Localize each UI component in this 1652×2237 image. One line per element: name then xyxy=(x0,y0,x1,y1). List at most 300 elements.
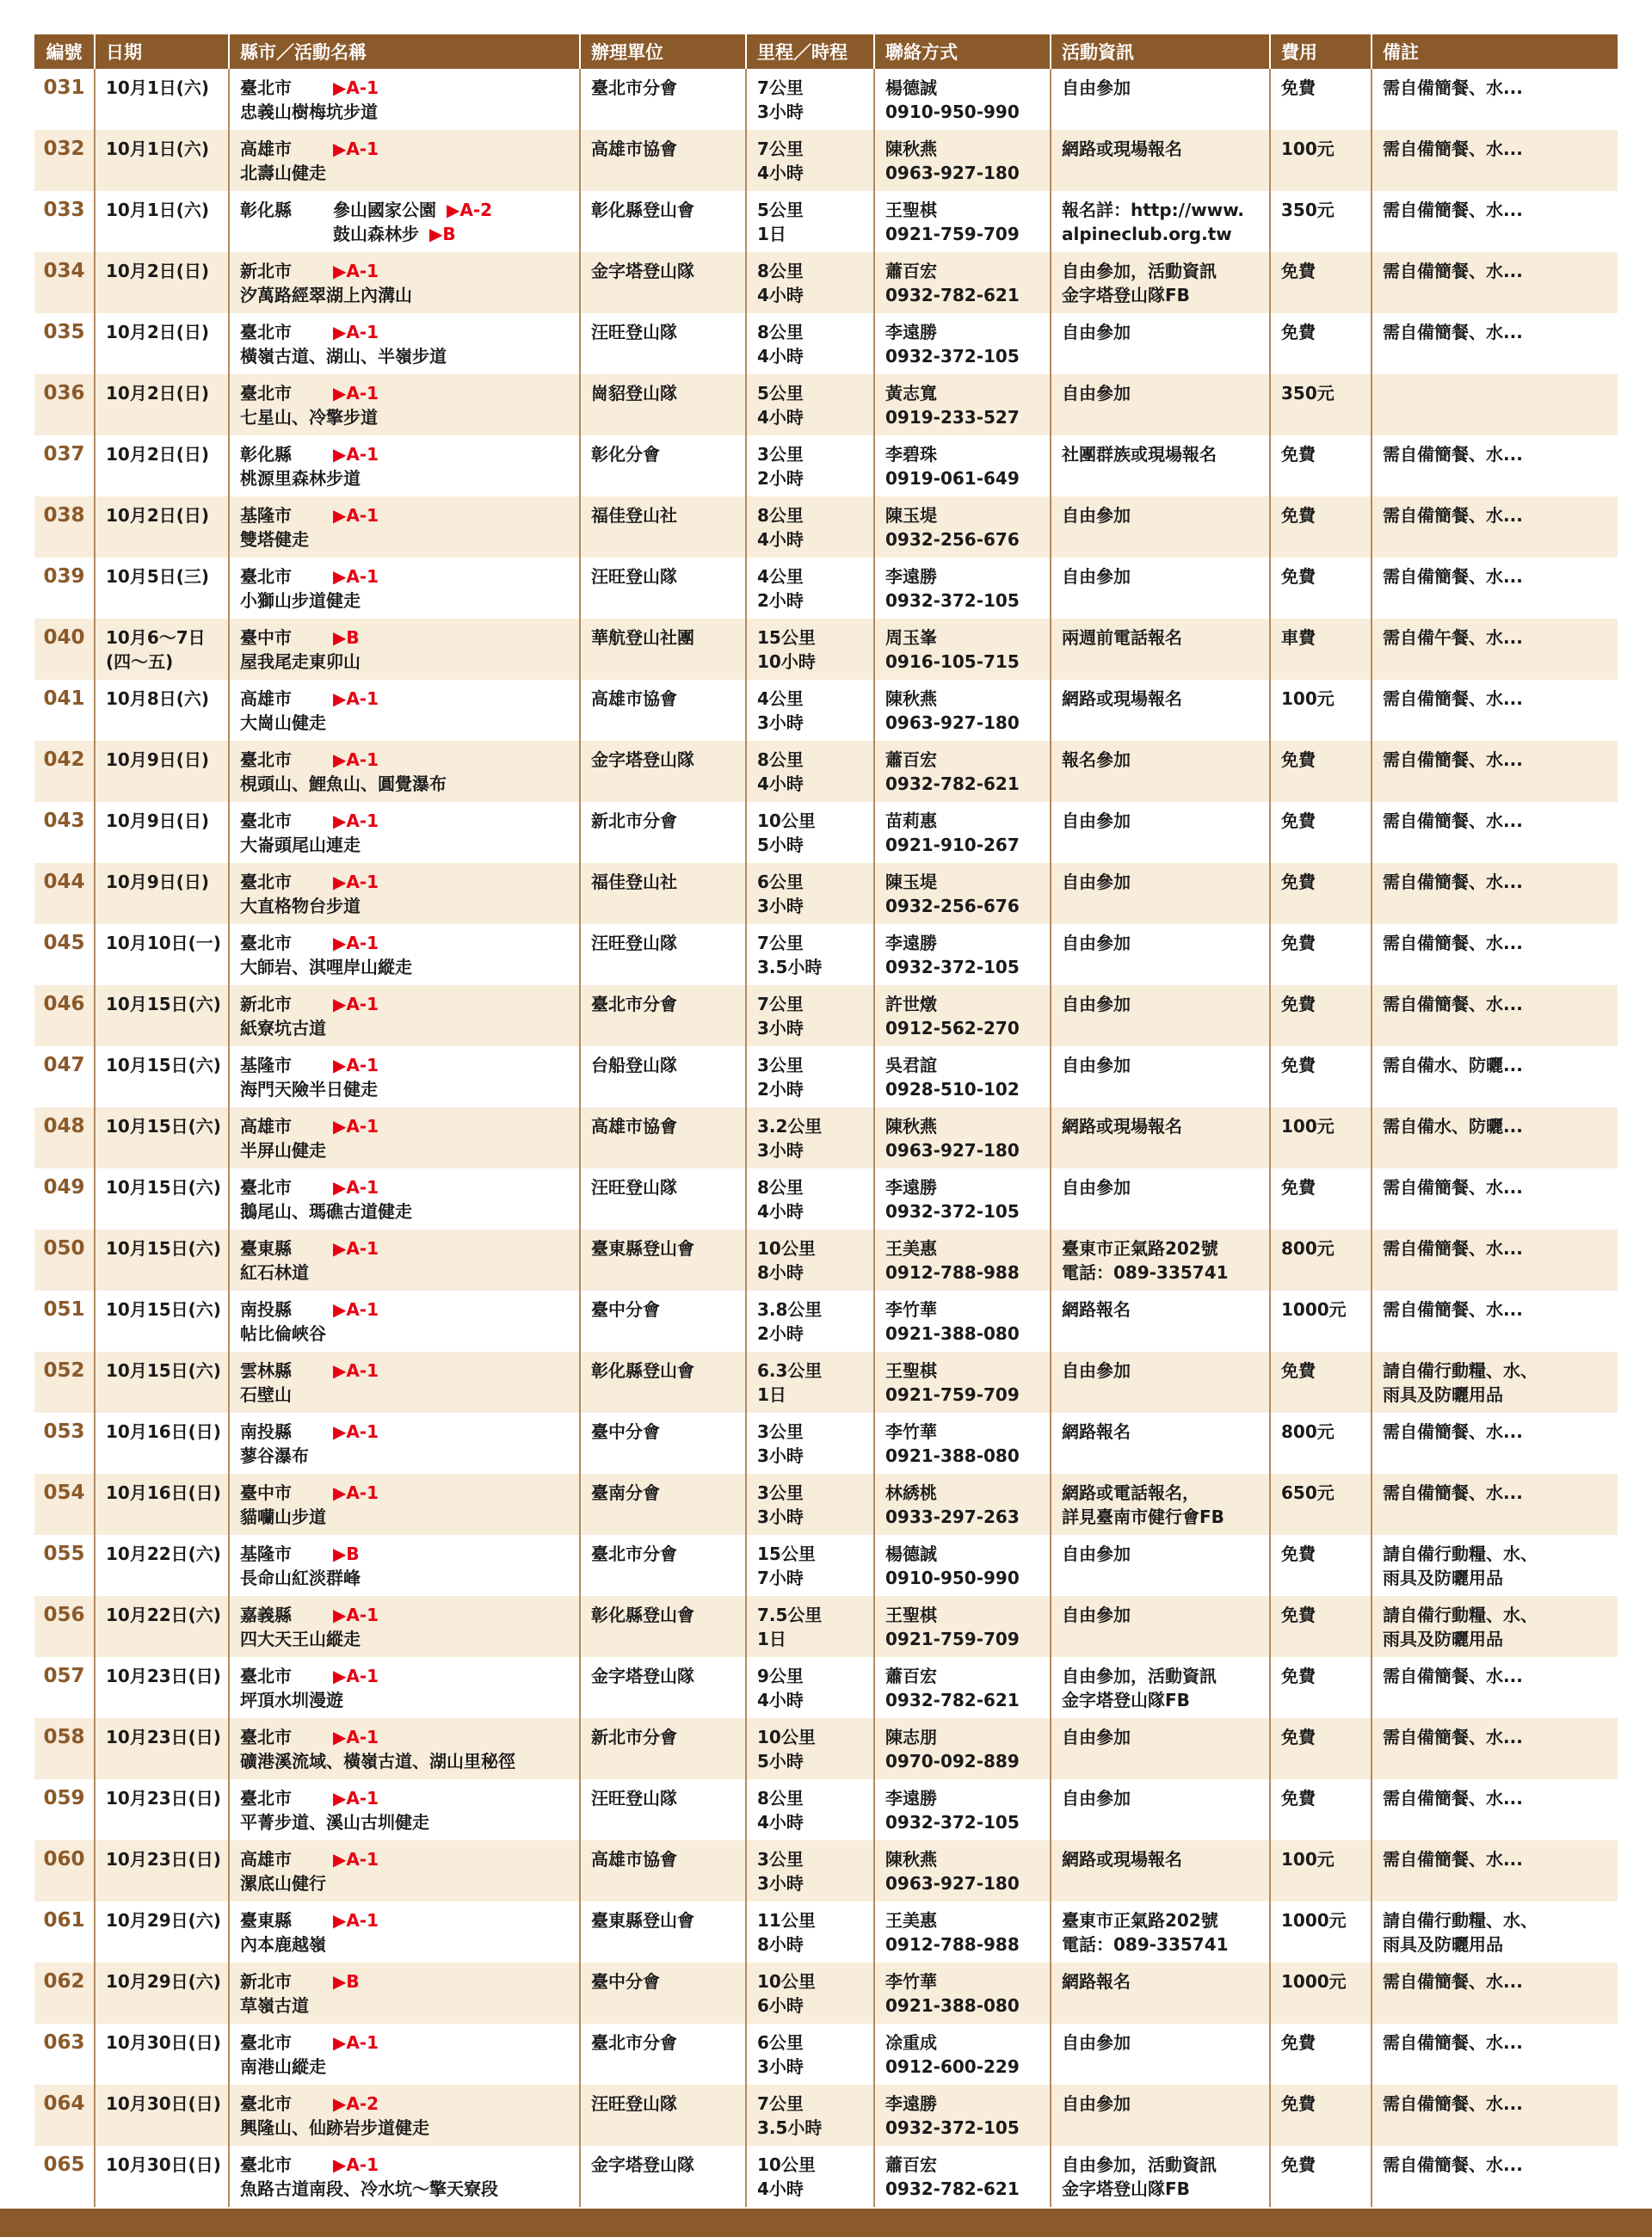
activity-info xyxy=(1051,741,1270,802)
contact xyxy=(874,863,1051,924)
city: 臺北市 xyxy=(240,383,292,404)
info-line: 自由參加，活動資訊 xyxy=(1062,2154,1217,2175)
remarks xyxy=(1372,2024,1618,2085)
table-row xyxy=(34,1779,1618,1840)
distance-duration xyxy=(746,924,874,985)
grade-marker: ▶A-1 xyxy=(333,261,379,281)
info-line: 電話：089-335741 xyxy=(1062,1934,1229,1955)
contact xyxy=(874,985,1051,1046)
distance-line: 10公里 xyxy=(757,1727,816,1747)
contact xyxy=(874,1168,1051,1229)
activity-info xyxy=(1051,1107,1270,1168)
activity-name: 七星山、冷擎步道 xyxy=(240,407,378,428)
table-row xyxy=(34,1963,1618,2024)
event-id: 032 xyxy=(34,130,95,191)
activity-info xyxy=(1051,680,1270,741)
distance-line: 8公里 xyxy=(757,1788,804,1809)
event-date xyxy=(95,1596,229,1657)
distance-duration xyxy=(746,1718,874,1779)
grade-marker: ▶A-1 xyxy=(333,1177,379,1198)
distance-line: 7小時 xyxy=(757,1568,804,1588)
location-line xyxy=(240,259,579,283)
fee: 免費 xyxy=(1270,863,1372,924)
activity-name: 橫嶺古道、湖山、半嶺步道 xyxy=(240,346,447,367)
event-id: 036 xyxy=(34,374,95,435)
city: 新北市 xyxy=(240,261,292,281)
contact xyxy=(874,1107,1051,1168)
location-line xyxy=(240,1725,579,1749)
fee: 免費 xyxy=(1270,2024,1372,2085)
fee: 免費 xyxy=(1270,69,1372,130)
event-date xyxy=(95,863,229,924)
location-line xyxy=(240,1297,579,1322)
remark-line: 需自備簡餐、水... xyxy=(1383,322,1523,342)
event-location-name xyxy=(229,1046,580,1107)
remark-line: 請自備行動糧、水、 xyxy=(1383,1605,1538,1625)
city: 高雄市 xyxy=(240,1849,292,1870)
organizer: 汪旺登山隊 xyxy=(580,1168,746,1229)
activity-name: 草嶺古道 xyxy=(240,1995,309,2016)
remarks xyxy=(1372,680,1618,741)
contact-name: 許世燉 xyxy=(885,994,937,1014)
activity-info xyxy=(1051,1535,1270,1596)
city: 彰化縣 xyxy=(240,200,292,220)
table-row xyxy=(34,741,1618,802)
event-date xyxy=(95,496,229,558)
distance-duration xyxy=(746,435,874,496)
organizer: 汪旺登山隊 xyxy=(580,2085,746,2146)
remark-line: 需自備簡餐、水... xyxy=(1383,444,1523,465)
activity-name: 海門天險半日健走 xyxy=(240,1079,378,1100)
contact-phone: 0910-950-990 xyxy=(885,102,1020,122)
distance-line: 7公里 xyxy=(757,933,804,953)
grade-marker: ▶A-2 xyxy=(333,2093,379,2114)
contact-name: 李竹華 xyxy=(885,1971,937,1992)
event-date xyxy=(95,1413,229,1474)
activity-name: 大崗山健走 xyxy=(240,712,326,733)
table-row xyxy=(34,1168,1618,1229)
contact xyxy=(874,1291,1051,1352)
event-id: 040 xyxy=(34,619,95,680)
city: 基隆市 xyxy=(240,1544,292,1564)
remarks xyxy=(1372,1107,1618,1168)
info-line: 自由參加 xyxy=(1062,1544,1131,1564)
city: 基隆市 xyxy=(240,505,292,526)
fee: 1000元 xyxy=(1270,1291,1372,1352)
info-line: 自由參加，活動資訊 xyxy=(1062,1666,1217,1686)
contact xyxy=(874,924,1051,985)
distance-line: 8公里 xyxy=(757,1177,804,1198)
distance-line: 5公里 xyxy=(757,200,804,220)
date-line: 10月6～7日 xyxy=(106,627,206,648)
contact-name: 李碧珠 xyxy=(885,444,937,465)
activity-info xyxy=(1051,1963,1270,2024)
distance-line: 3公里 xyxy=(757,1421,804,1442)
city: 臺北市 xyxy=(240,1788,292,1809)
distance-line: 3公里 xyxy=(757,1055,804,1075)
location-line xyxy=(240,1481,579,1505)
event-location-name xyxy=(229,374,580,435)
fee: 免費 xyxy=(1270,1657,1372,1718)
contact xyxy=(874,1596,1051,1657)
activity-name: 帖比倫峽谷 xyxy=(240,1323,326,1344)
event-date xyxy=(95,191,229,252)
event-id: 058 xyxy=(34,1718,95,1779)
remark-line: 需自備簡餐、水... xyxy=(1383,1666,1523,1686)
location-line xyxy=(240,1175,579,1199)
grade-marker: ▶A-1 xyxy=(333,1727,379,1747)
distance-line: 4小時 xyxy=(757,407,804,428)
date-line: 10月8日(六) xyxy=(106,688,210,709)
table-row xyxy=(34,924,1618,985)
contact xyxy=(874,1657,1051,1718)
contact-name: 陳秋燕 xyxy=(885,688,937,709)
contact xyxy=(874,1840,1051,1901)
distance-duration xyxy=(746,1168,874,1229)
activity-info xyxy=(1051,1779,1270,1840)
table-row xyxy=(34,1352,1618,1413)
info-line: 自由參加，活動資訊 xyxy=(1062,261,1217,281)
contact xyxy=(874,1901,1051,1963)
city: 臺北市 xyxy=(240,77,292,98)
organizer: 華航登山社團 xyxy=(580,619,746,680)
activity-name: 石壁山 xyxy=(240,1384,292,1405)
date-line: 10月15日(六) xyxy=(106,1055,221,1075)
city: 臺北市 xyxy=(240,1727,292,1747)
contact-phone: 0910-950-990 xyxy=(885,1568,1020,1588)
distance-duration xyxy=(746,496,874,558)
activity-name: 紙寮坑古道 xyxy=(240,1018,326,1038)
contact xyxy=(874,69,1051,130)
date-line: 10月15日(六) xyxy=(106,1299,221,1320)
event-location-name xyxy=(229,1474,580,1535)
grade-marker: ▶A-1 xyxy=(333,77,379,98)
activity-info xyxy=(1051,1901,1270,1963)
contact-name: 蕭百宏 xyxy=(885,261,937,281)
activity-name: 半屏山健走 xyxy=(240,1140,326,1161)
events-table xyxy=(34,34,1618,2207)
contact-name: 凃重成 xyxy=(885,2032,937,2053)
organizer: 高雄市協會 xyxy=(580,1107,746,1168)
grade-marker: ▶A-1 xyxy=(333,1055,379,1075)
event-date xyxy=(95,1474,229,1535)
distance-line: 8公里 xyxy=(757,505,804,526)
city: 臺北市 xyxy=(240,2154,292,2175)
fee: 免費 xyxy=(1270,252,1372,313)
location-line xyxy=(240,381,579,405)
info-line: 網路報名 xyxy=(1062,1299,1131,1320)
activity-name: 貓囒山步道 xyxy=(240,1507,326,1527)
fee: 免費 xyxy=(1270,1046,1372,1107)
fee: 免費 xyxy=(1270,2146,1372,2207)
contact-name: 李遠勝 xyxy=(885,322,937,342)
remark-line: 雨具及防曬用品 xyxy=(1383,1568,1503,1588)
event-date xyxy=(95,2146,229,2207)
contact-phone: 0921-910-267 xyxy=(885,835,1020,855)
distance-duration xyxy=(746,2024,874,2085)
table-row xyxy=(34,802,1618,863)
table-row xyxy=(34,2146,1618,2207)
distance-line: 6小時 xyxy=(757,1995,804,2016)
remarks xyxy=(1372,1413,1618,1474)
distance-line: 3小時 xyxy=(757,1445,804,1466)
contact xyxy=(874,1535,1051,1596)
remark-line: 需自備午餐、水... xyxy=(1383,627,1523,648)
remark-line: 需自備簡餐、水... xyxy=(1383,994,1523,1014)
distance-line: 1日 xyxy=(757,1629,786,1649)
remarks xyxy=(1372,435,1618,496)
contact-phone: 0912-788-988 xyxy=(885,1262,1020,1283)
table-row xyxy=(34,2085,1618,2146)
contact-phone: 0912-600-229 xyxy=(885,2056,1020,2077)
distance-line: 3.5小時 xyxy=(757,957,823,977)
distance-duration xyxy=(746,69,874,130)
grade-marker: ▶A-1 xyxy=(333,1482,379,1503)
contact xyxy=(874,374,1051,435)
contact-name: 王聖棋 xyxy=(885,1605,937,1625)
table-row xyxy=(34,1291,1618,1352)
date-line: 10月2日(日) xyxy=(106,383,210,404)
column-header: 費用 xyxy=(1270,34,1372,69)
distance-line: 8公里 xyxy=(757,749,804,770)
remarks xyxy=(1372,619,1618,680)
remarks xyxy=(1372,558,1618,619)
activity-name: 大直格物台步道 xyxy=(240,896,361,916)
event-location-name xyxy=(229,1963,580,2024)
event-id: 048 xyxy=(34,1107,95,1168)
fee: 車費 xyxy=(1270,619,1372,680)
distance-duration xyxy=(746,1046,874,1107)
activity-info xyxy=(1051,1413,1270,1474)
event-id: 053 xyxy=(34,1413,95,1474)
location-line xyxy=(240,1359,579,1383)
distance-line: 4公里 xyxy=(757,688,804,709)
grade-marker: ▶A-1 xyxy=(333,1849,379,1870)
contact-phone: 0921-388-080 xyxy=(885,1995,1020,2016)
location-line xyxy=(240,1603,579,1627)
remark-line: 需自備簡餐、水... xyxy=(1383,688,1523,709)
event-id: 054 xyxy=(34,1474,95,1535)
distance-line: 3小時 xyxy=(757,1873,804,1894)
location-line xyxy=(240,992,579,1016)
activity-info xyxy=(1051,924,1270,985)
contact-name: 楊德誠 xyxy=(885,1544,937,1564)
contact-name: 楊德誠 xyxy=(885,77,937,98)
activity-info xyxy=(1051,2024,1270,2085)
activity-info xyxy=(1051,985,1270,1046)
fee: 100元 xyxy=(1270,1107,1372,1168)
date-line: 10月2日(日) xyxy=(106,505,210,526)
event-date xyxy=(95,1107,229,1168)
table-header xyxy=(34,34,1618,69)
event-date xyxy=(95,313,229,374)
contact-phone: 0932-372-105 xyxy=(885,2117,1020,2138)
activity-info xyxy=(1051,2146,1270,2207)
remarks xyxy=(1372,1901,1618,1963)
contact-name: 陳志朋 xyxy=(885,1727,937,1747)
activity-name: 魚路古道南段、冷水坑～擎天寮段 xyxy=(240,2178,498,2199)
contact xyxy=(874,1718,1051,1779)
distance-line: 9公里 xyxy=(757,1666,804,1686)
distance-line: 3.2公里 xyxy=(757,1116,823,1137)
date-line: 10月15日(六) xyxy=(106,1238,221,1259)
remark-line: 需自備簡餐、水... xyxy=(1383,77,1523,98)
distance-duration xyxy=(746,130,874,191)
table-row xyxy=(34,69,1618,130)
organizer: 汪旺登山隊 xyxy=(580,558,746,619)
organizer: 彰化縣登山會 xyxy=(580,1596,746,1657)
info-line: 網路報名 xyxy=(1062,1971,1131,1992)
city: 臺北市 xyxy=(240,1177,292,1198)
distance-line: 4公里 xyxy=(757,566,804,587)
organizer: 臺東縣登山會 xyxy=(580,1901,746,1963)
fee: 350元 xyxy=(1270,374,1372,435)
grade-marker: ▶A-1 xyxy=(333,505,379,526)
remarks xyxy=(1372,2146,1618,2207)
distance-line: 10公里 xyxy=(757,1971,816,1992)
organizer: 高雄市協會 xyxy=(580,130,746,191)
contact xyxy=(874,680,1051,741)
city: 臺北市 xyxy=(240,1666,292,1686)
city: 臺北市 xyxy=(240,810,292,831)
city: 臺北市 xyxy=(240,2093,292,2114)
contact xyxy=(874,741,1051,802)
activity-info xyxy=(1051,558,1270,619)
remark-line: 需自備水、防曬... xyxy=(1383,1116,1523,1137)
date-line: 10月15日(六) xyxy=(106,994,221,1014)
event-id: 035 xyxy=(34,313,95,374)
date-line: 10月16日(日) xyxy=(106,1421,221,1442)
activity-name: 大師岩、淇哩岸山縱走 xyxy=(240,957,412,977)
remarks xyxy=(1372,802,1618,863)
event-date xyxy=(95,1779,229,1840)
distance-duration xyxy=(746,374,874,435)
table-row xyxy=(34,191,1618,252)
event-id: 045 xyxy=(34,924,95,985)
table-row xyxy=(34,1229,1618,1291)
info-line: 臺東市正氣路202號 xyxy=(1062,1238,1218,1259)
activity-name: 礦港溪流域、橫嶺古道、湖山里秘徑 xyxy=(240,1751,515,1772)
remark-line: 請自備行動糧、水、 xyxy=(1383,1360,1538,1381)
contact-phone: 0919-233-527 xyxy=(885,407,1020,428)
city: 新北市 xyxy=(240,994,292,1014)
event-date xyxy=(95,1168,229,1229)
contact-phone: 0921-759-709 xyxy=(885,1629,1020,1649)
location-line xyxy=(240,625,579,650)
event-location-name xyxy=(229,252,580,313)
info-line: 自由參加 xyxy=(1062,322,1131,342)
city: 臺北市 xyxy=(240,872,292,892)
event-date xyxy=(95,2085,229,2146)
contact-name: 王美惠 xyxy=(885,1238,937,1259)
distance-line: 3小時 xyxy=(757,1018,804,1038)
distance-line: 5公里 xyxy=(757,383,804,404)
info-line: 臺東市正氣路202號 xyxy=(1062,1910,1218,1931)
location-line xyxy=(240,748,579,772)
fee: 100元 xyxy=(1270,130,1372,191)
event-location-name xyxy=(229,863,580,924)
distance-line: 3公里 xyxy=(757,1849,804,1870)
event-date xyxy=(95,1840,229,1901)
remarks xyxy=(1372,1474,1618,1535)
grade-marker: ▶B xyxy=(333,627,360,648)
organizer: 臺北市分會 xyxy=(580,985,746,1046)
remarks xyxy=(1372,863,1618,924)
distance-duration xyxy=(746,1413,874,1474)
table-row xyxy=(34,1413,1618,1474)
info-line: 自由參加 xyxy=(1062,383,1131,404)
remark-line: 請自備行動糧、水、 xyxy=(1383,1544,1538,1564)
event-date xyxy=(95,1229,229,1291)
activity-name: 坪頂水圳漫遊 xyxy=(240,1690,343,1710)
contact-name: 李遠勝 xyxy=(885,933,937,953)
remarks xyxy=(1372,1229,1618,1291)
activity-info xyxy=(1051,1840,1270,1901)
column-header: 備註 xyxy=(1372,34,1618,69)
date-line: (四～五) xyxy=(106,651,174,672)
event-id: 062 xyxy=(34,1963,95,2024)
activity-info xyxy=(1051,1291,1270,1352)
grade-marker: ▶A-1 xyxy=(333,933,379,953)
remark-line: 需自備簡餐、水... xyxy=(1383,1788,1523,1809)
remarks xyxy=(1372,1168,1618,1229)
info-line: 報名參加 xyxy=(1062,749,1131,770)
organizer: 臺北市分會 xyxy=(580,69,746,130)
info-line: 自由參加 xyxy=(1062,1360,1131,1381)
distance-duration xyxy=(746,1291,874,1352)
remarks xyxy=(1372,130,1618,191)
table-row xyxy=(34,1046,1618,1107)
grade-marker: ▶A-1 xyxy=(333,1666,379,1686)
activity-info xyxy=(1051,313,1270,374)
distance-line: 4小時 xyxy=(757,773,804,794)
contact-phone: 0932-372-105 xyxy=(885,590,1020,611)
organizer: 汪旺登山隊 xyxy=(580,1779,746,1840)
contact-phone: 0916-105-715 xyxy=(885,651,1020,672)
remarks xyxy=(1372,374,1618,435)
event-date xyxy=(95,130,229,191)
location-line xyxy=(240,931,579,955)
info-line: 自由參加 xyxy=(1062,810,1131,831)
remark-line: 需自備簡餐、水... xyxy=(1383,505,1523,526)
remark-line: 需自備簡餐、水... xyxy=(1383,1299,1523,1320)
activity-name: 汐萬路經翠湖上內溝山 xyxy=(240,285,412,305)
location-line xyxy=(240,809,579,833)
info-line: 自由參加 xyxy=(1062,1788,1131,1809)
activity-name: 興隆山、仙跡岩步道健走 xyxy=(240,2117,429,2138)
event-date xyxy=(95,1901,229,1963)
remark-line: 需自備簡餐、水... xyxy=(1383,1421,1523,1442)
city: 臺北市 xyxy=(240,933,292,953)
contact xyxy=(874,191,1051,252)
fee: 免費 xyxy=(1270,1352,1372,1413)
distance-line: 8小時 xyxy=(757,1262,804,1283)
organizer: 臺南分會 xyxy=(580,1474,746,1535)
distance-line: 4小時 xyxy=(757,163,804,183)
remark-line: 需自備簡餐、水... xyxy=(1383,2154,1523,2175)
contact xyxy=(874,496,1051,558)
contact-name: 陳秋燕 xyxy=(885,139,937,159)
distance-duration xyxy=(746,1779,874,1840)
distance-line: 2小時 xyxy=(757,590,804,611)
contact-name: 蕭百宏 xyxy=(885,749,937,770)
column-header: 里程／時程 xyxy=(746,34,874,69)
organizer: 臺北市分會 xyxy=(580,2024,746,2085)
date-line: 10月9日(日) xyxy=(106,872,210,892)
distance-duration xyxy=(746,1535,874,1596)
grade-marker: ▶A-1 xyxy=(333,1299,379,1320)
contact-name: 蕭百宏 xyxy=(885,1666,937,1686)
